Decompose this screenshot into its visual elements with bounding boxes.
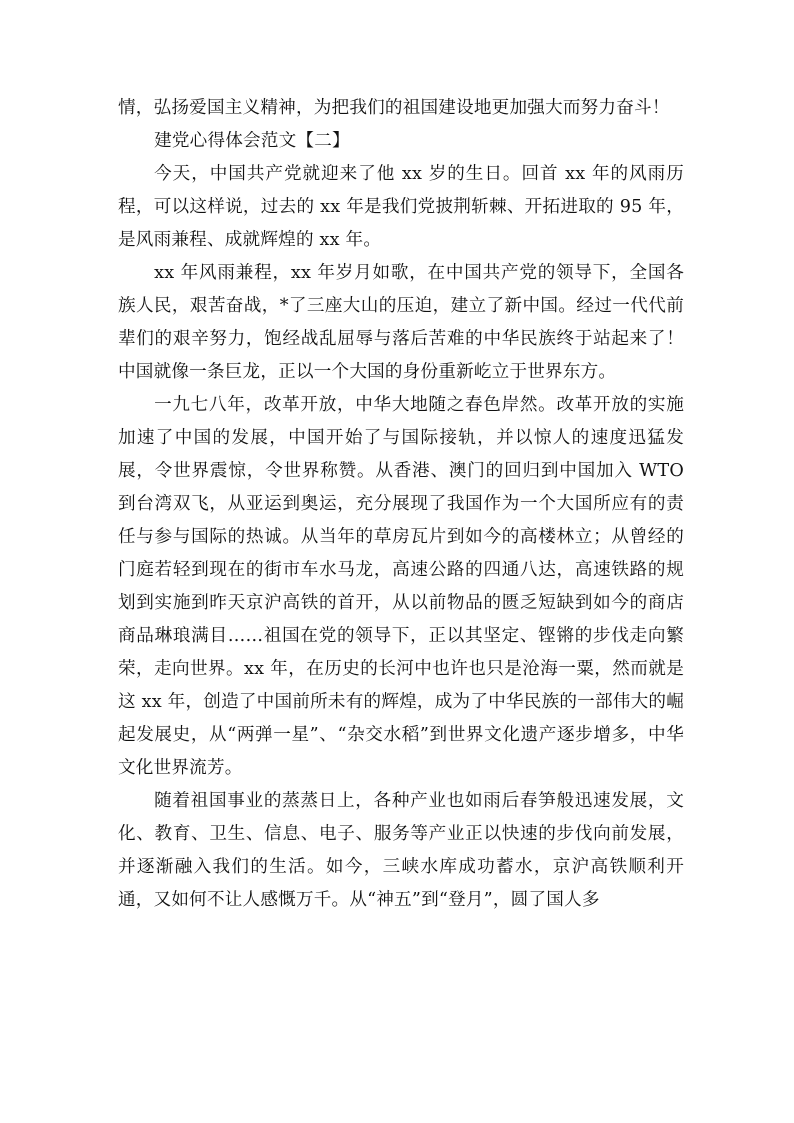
paragraph: xx 年风雨兼程，xx 年岁月如歌，在中国共产党的领导下，全国各族人民，艰苦奋战，*了三座大山的压迫，建立了新中国。经过一代代前辈们的艰辛努力，饱经战乱屈辱与落后苦难的中华民族终于站起来了！中国就像一条巨龙，正以一个大国的身份重新屹立于世界东方。	[118, 263, 684, 382]
document-body	[118, 92, 684, 917]
paragraph: 随着祖国事业的蒸蒸日上，各种产业也如雨后春笋般迅速发展，文化、教育、卫生、信息、电子、服务等产业正以快速的步伐向前发展，并逐渐融入我们的生活。如今，三峡水库成功蓄水，京沪高铁顺利开通，又如何不让人感慨万千。从“神五”到“登月”，圆了国人多	[118, 791, 684, 910]
paragraph: 今天，中国共产党就迎来了他 xx 岁的生日。回首 xx 年的风雨历程，可以这样说，过去的 xx 年是我们党披荆斩棘、开拓进取的 95 年，是风雨兼程、成就辉煌的 xx 年。	[118, 164, 684, 250]
section-heading: 建党心得体会范文【二】	[154, 131, 350, 151]
paragraph: 一九七八年，改革开放，中华大地随之春色岸然。改革开放的实施加速了中国的发展，中国开始了与国际接轨，并以惊人的速度迅猛发展，令世界震惊，令世界称赞。从香港、澳门的回归到中国加入 WTO 到台湾双飞，从亚运到奥运，充分展现了我国作为一个大国所应有的责任与参与国际的热诚。从当年的草房瓦片到如今的高楼林立；从曾经的门庭若轻到现在的街市车水马龙，高速公路的四通八达，高速铁路的规划到实施到昨天京沪高铁的首开，从以前物品的匮乏短缺到如今的商店商品琳琅满目……祖国在党的领导下，正以其坚定、铿锵的步伐走向繁荣，走向世界。xx 年，在历史的长河中也许也只是沧海一粟，然而就是这 xx 年，创造了中国前所未有的辉煌，成为了中华民族的一部伟大的崛起发展史，从“两弹一星”、“杂交水稻”到世界文化遗产逐步增多，中华文化世界流芳。	[118, 395, 684, 778]
paragraph-continuation: 情，弘扬爱国主义精神，为把我们的祖国建设地更加强大而努力奋斗！	[118, 98, 670, 118]
